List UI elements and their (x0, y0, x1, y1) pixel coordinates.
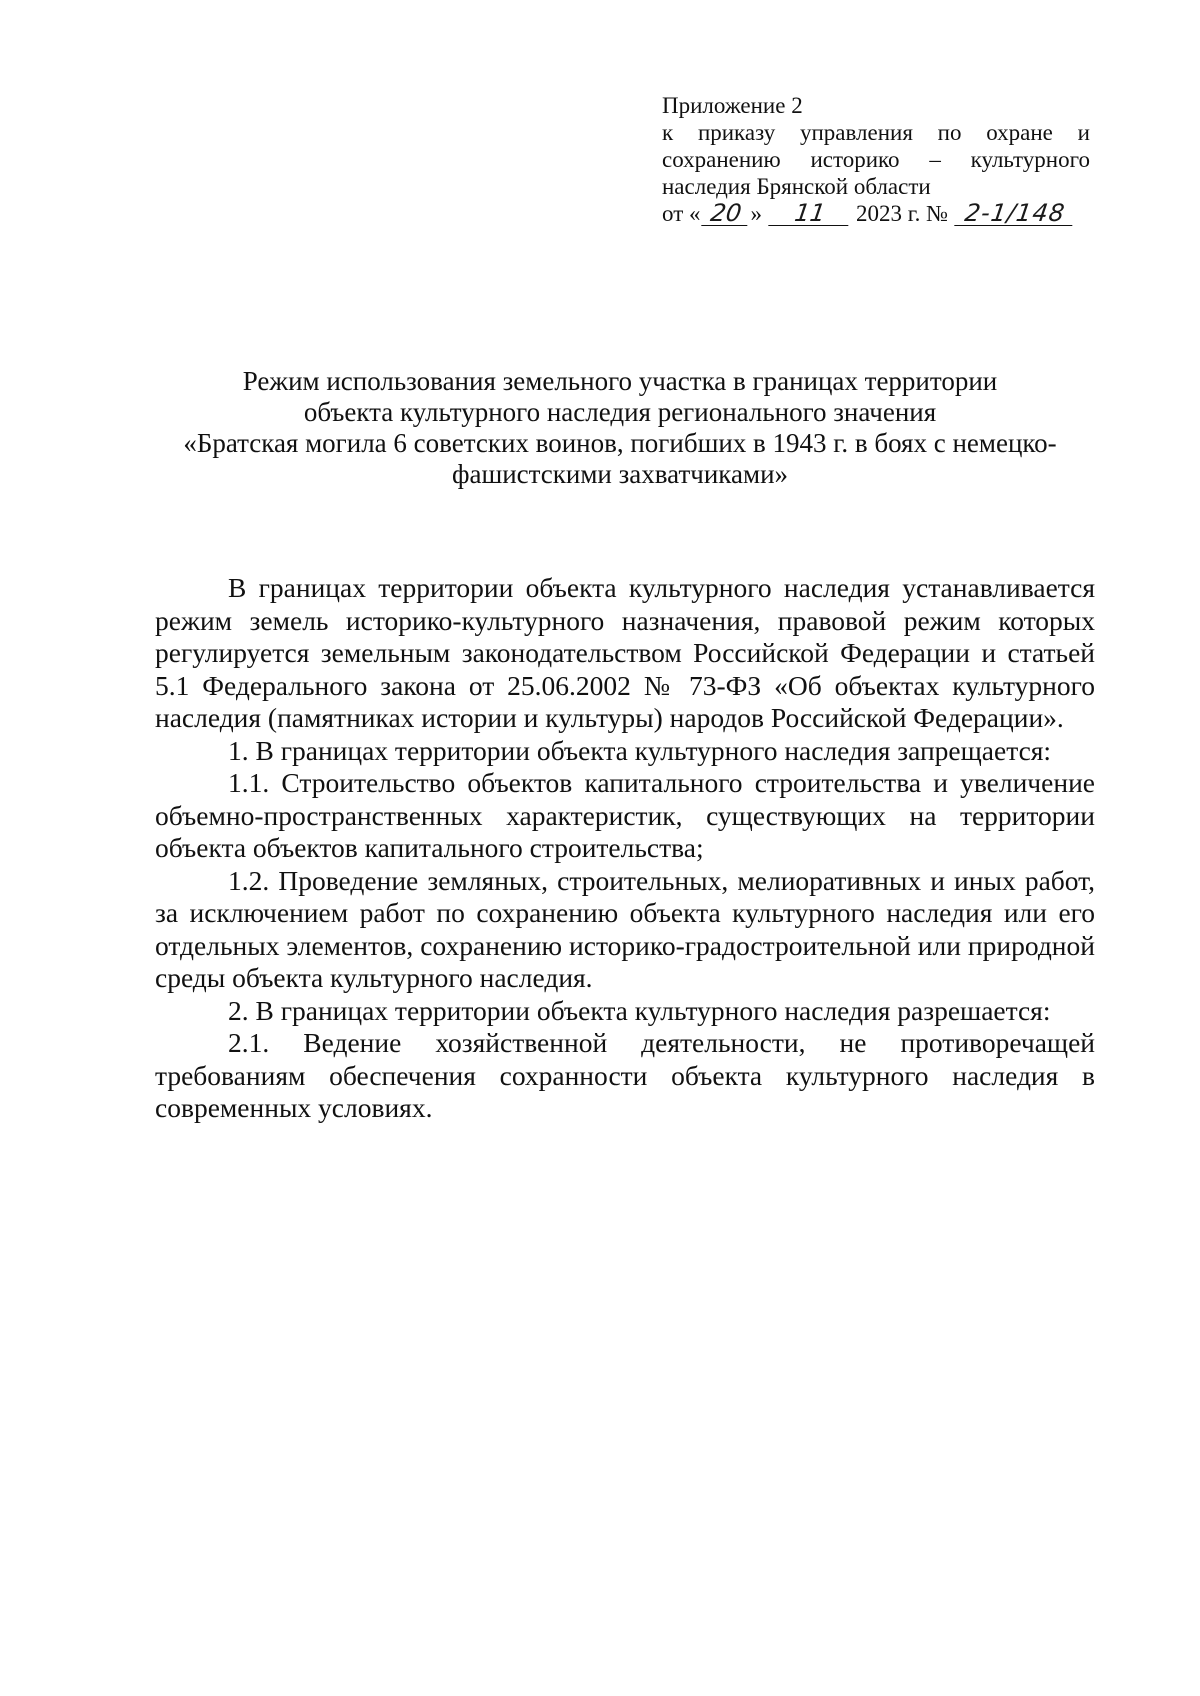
title-line: объекта культурного наследия регионального значения (303, 397, 937, 427)
section-2-heading: 2. В границах территории объекта культурного наследия разрешается: (228, 994, 1051, 1026)
appendix-word: охране (986, 120, 1053, 145)
appendix-label: Приложение 2 (662, 93, 803, 118)
title-line: фашистскими захватчиками» (451, 459, 789, 489)
section-1-heading: 1. В границах территории объекта культурного наследия запрещается: (228, 734, 1052, 766)
appendix-header (662, 92, 1090, 227)
date-prefix: от « (662, 201, 701, 226)
appendix-order-line-3: наследия Брянской области (662, 174, 931, 199)
appendix-word: сохранению (662, 147, 781, 172)
handwritten-day: 20 (701, 201, 751, 226)
appendix-word: по (937, 120, 962, 145)
appendix-word: и (1077, 120, 1090, 145)
appendix-order-line-1 (662, 119, 1090, 146)
appendix-word: приказу (697, 120, 776, 145)
title-line: «Братская могила 6 советских воинов, погибших в 1943 г. в боях с немецко- (183, 428, 1057, 458)
handwritten-month: 11 (768, 201, 852, 226)
appendix-date-line (662, 200, 1090, 227)
appendix-word: историко (810, 147, 900, 172)
date-close-quote: » (750, 201, 762, 226)
appendix-word: управления (799, 120, 913, 145)
clause-1-2: 1.2. Проведение земляных, строительных, мелиоративных и иных работ, за исключением работ по сохранению объекта культурного наследия или его отдельных элементов, сохранению историко-градостроительной или природной среды объекта культурного наследия. (155, 864, 1095, 993)
document-body (155, 572, 1095, 1125)
document-title (150, 366, 1090, 490)
appendix-word: – (929, 147, 941, 172)
intro-paragraph: В границах территории объекта культурного наследия устанавливается режим земель историко-культурного назначения, правовой режим которых регулируется земельным законодательством Российской Федерации и статьей 5.1 Федерального закона от 25.06.2002 № 73-ФЗ «Об объектах культурного наследия (памятниках истории и культуры) народов Российской Федерации». (155, 572, 1095, 733)
date-year-number-label: 2023 г. № (856, 201, 949, 226)
appendix-word: культурного (970, 147, 1090, 172)
clause-1-1: 1.1. Строительство объектов капитального строительства и увеличение объемно-пространственных характеристик, существующих на территории объекта объектов капитального строительства; (155, 767, 1095, 863)
handwritten-order-number: 2-1/148 (954, 201, 1076, 226)
appendix-word: к (662, 120, 674, 145)
clause-2-1: 2.1. Ведение хозяйственной деятельности, не противоречащей требованиям обеспечения сохранности объекта культурного наследия в современных условиях. (155, 1027, 1095, 1123)
appendix-order-line-2 (662, 146, 1090, 173)
title-line: Режим использования земельного участка в границах территории (242, 366, 998, 396)
